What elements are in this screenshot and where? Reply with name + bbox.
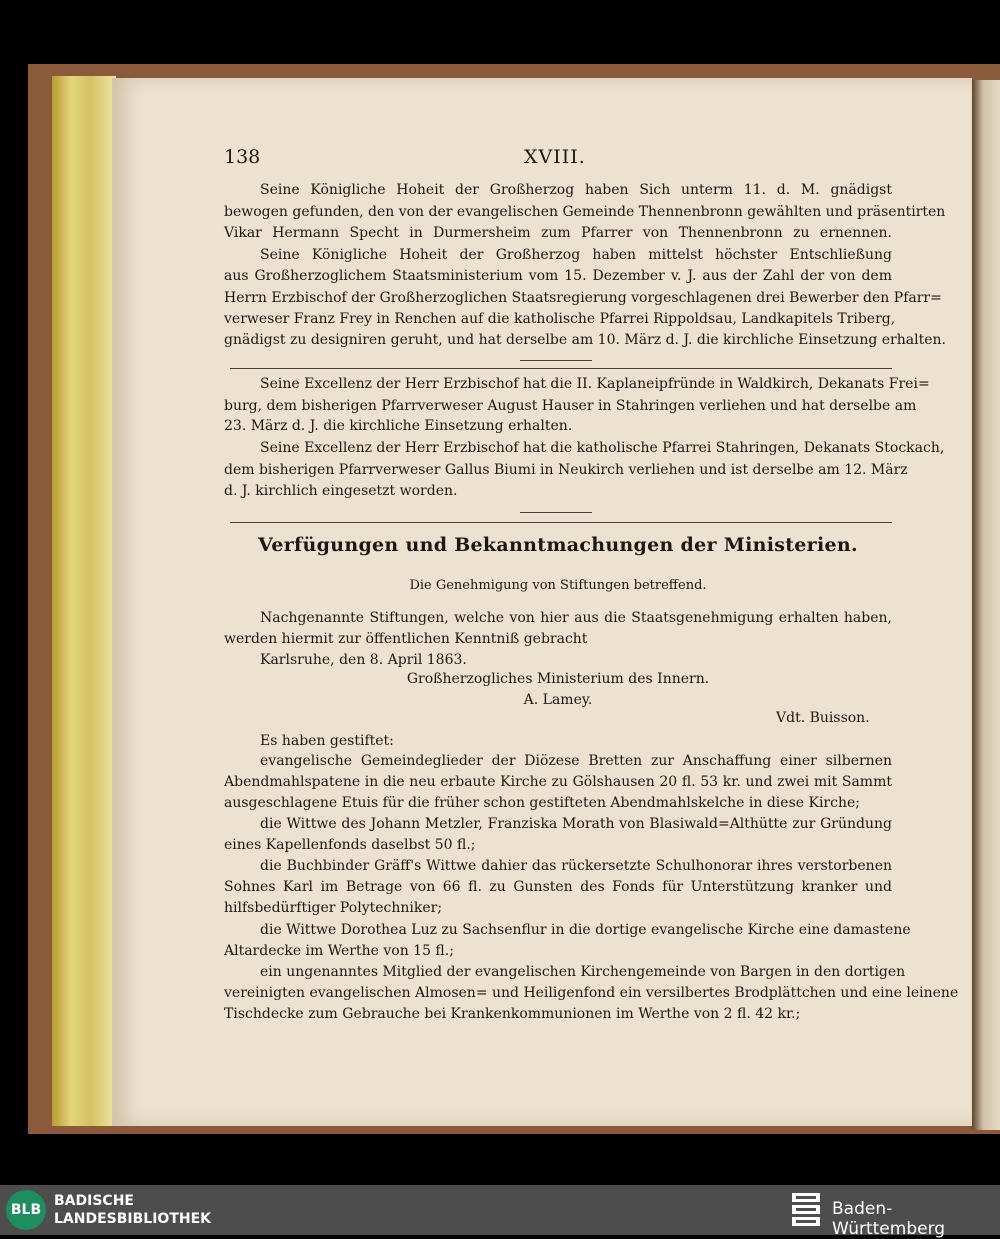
text-line: Abendmahlspatene in die neu erbaute Kirche zu Gölshausen 20 fl. 53 kr. und zwei mit Sammt [224,774,892,790]
text-line: gnädigst zu designiren geruht, und hat derselbe am 10. März d. J. die kirchliche Einsetzung erhalten. [224,332,946,348]
text-line: Seine Excellenz der Herr Erzbischof hat die katholische Pfarrei Stahringen, Dekanats Stockach, [260,440,945,456]
library-name-line1: BADISCHE [54,1193,134,1209]
text-line: Seine Königliche Hoheit der Großherzog haben Sich unterm 11. d. M. gnädigst [260,182,892,198]
signature: A. Lamey. [523,692,593,708]
ministry-name: Großherzogliches Ministerium des Innern. [406,671,710,687]
text-line: 23. März d. J. die kirchliche Einsetzung erhalten. [224,418,573,434]
text-line: burg, dem bisherigen Pfarrverweser August Hauser in Stahringen verliehen und hat derselbe am [224,398,917,414]
three-lions-icon [790,1191,822,1229]
text-line: verweser Franz Frey in Renchen auf die katholische Pfarrei Rippoldsau, Landkapitels Triberg, [224,311,896,327]
text-line: Vikar Hermann Specht in Durmersheim zum Pfarrer von Thennenbronn zu ernennen. [224,225,892,241]
subheading: Die Genehmigung von Stiftungen betreffend. [409,578,707,593]
text-line: die Wittwe des Johann Metzler, Franziska Morath von Blasiwald=Althütte zur Gründung [260,816,892,832]
text-line: ein ungenanntes Mitglied der evangelischen Kirchengemeinde von Bargen in den dortigen [260,964,906,980]
blb-logo[interactable]: BLB [6,1190,46,1230]
text-line: hilfsbedürftiger Polytechniker; [224,900,443,916]
text-line: Seine Königliche Hoheit der Großherzog haben mittelst höchster Entschließung [260,247,892,263]
page-header [224,146,892,170]
text-line: Altardecke im Werthe von 15 fl.; [224,943,454,959]
section-number: XVIII. [524,146,586,168]
text-line: evangelische Gemeindeglieder der Diözese Bretten zur Anschaffung einer silbernen [260,753,892,769]
footer-bar [0,1185,1000,1239]
text-line: bewogen gefunden, den von der evangelischen Gemeinde Thennenbronn gewählten und präsentirten [224,204,946,220]
section-heading: Verfügungen und Bekanntmachungen der Ministerien. [258,534,858,556]
section-divider [230,368,892,369]
text-line: Tischdecke zum Gebrauche bei Krankenkommunionen im Werthe von 2 fl. 42 kr.; [224,1006,801,1022]
text-line: die Buchbinder Gräff's Wittwe dahier das rückersetzte Schulhonorar ihres verstorbenen [260,858,892,874]
text-line: d. J. kirchlich eingesetzt worden. [224,483,458,499]
text-line: dem bisherigen Pfarrverweser Gallus Biumi in Neukirch verliehen und ist derselbe am 12. März [224,462,908,478]
facing-page-edge [972,80,1000,1130]
text-line: Karlsruhe, den 8. April 1863. [260,652,467,668]
short-divider [520,512,592,513]
text-line: Sohnes Karl im Betrage von 66 fl. zu Gunsten des Fonds für Unterstützung kranker und [224,879,892,895]
text-line: Seine Excellenz der Herr Erzbischof hat die II. Kaplaneipfründe in Waldkirch, Dekanats Frei= [260,376,930,392]
text-line: werden hiermit zur öffentlichen Kenntniß gebracht [224,631,588,647]
countersignature: Vdt. Buisson. [776,710,870,726]
text-line: Herrn Erzbischof der Großherzoglichen Staatsregierung vorgeschlagenen drei Bewerber den Pfarr= [224,290,942,306]
text-line: eines Kapellenfonds daselbst 50 fl.; [224,837,476,853]
page-number: 138 [224,146,261,168]
state-name[interactable]: Baden-Württemberg [832,1199,946,1239]
text-line: ausgeschlagene Etuis für die früher schon gestifteten Abendmahlskelche in diese Kirche; [224,795,860,811]
text-line: die Wittwe Dorothea Luz zu Sachsenflur in die dortige evangelische Kirche eine damastene [260,922,911,938]
text-line: Nachgenannte Stiftungen, welche von hier aus die Staatsgenehmigung erhalten haben, [260,610,892,626]
page-edges [52,76,116,1126]
text-line: Es haben gestiftet: [260,733,394,749]
section-divider [230,522,892,523]
short-divider [520,360,592,361]
library-name-line2: LANDESBIBLIOTHEK [54,1211,212,1227]
text-line: aus Großherzoglichem Staatsministerium vom 15. Dezember v. J. aus der Zahl der von dem [224,268,892,284]
text-line: vereinigten evangelischen Almosen= und Heiligenfond ein versilbertes Brodplättchen und eine leinene [224,985,959,1001]
library-name[interactable] [54,1192,211,1228]
